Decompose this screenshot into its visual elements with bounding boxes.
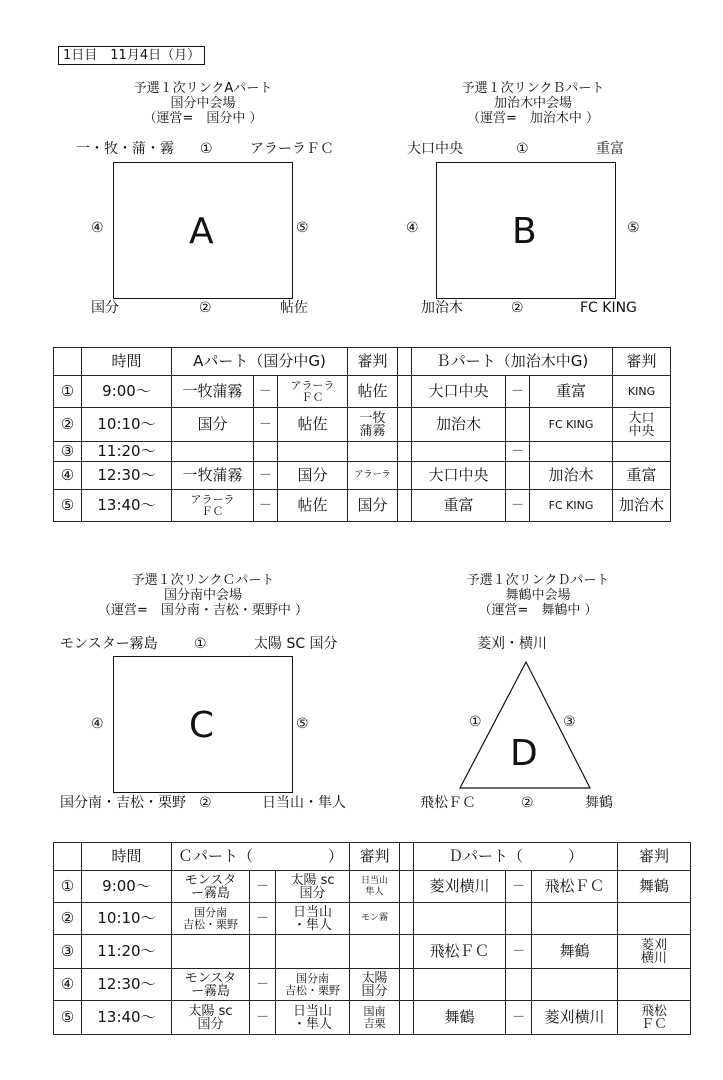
match-number: ③ xyxy=(54,935,82,969)
section-a-title: 予選１次リンクAパート xyxy=(133,81,273,96)
match-time: 10:10～ xyxy=(82,408,172,442)
team-away: 国分南 吉松・栗野 xyxy=(276,969,350,1001)
vs-dash: － xyxy=(506,376,530,408)
team-away: 飛松ＦＣ xyxy=(532,871,618,903)
referee: 国分 xyxy=(348,490,398,522)
team-home: 菱刈横川 xyxy=(414,871,506,903)
section-b-team-4: FC KING xyxy=(580,300,637,316)
table-header-row xyxy=(54,348,671,376)
section-b-team-2: 重富 xyxy=(596,141,624,157)
team-home xyxy=(412,442,506,462)
referee: KING xyxy=(613,376,671,408)
team-away: 重富 xyxy=(530,376,613,408)
section-a-team-4: 帖佐 xyxy=(280,300,308,316)
table-row xyxy=(54,442,671,462)
section-b-venue: 加治木中会場 xyxy=(493,96,572,111)
section-b-operator: （運営= 加治木中 ） xyxy=(466,111,600,126)
header-part-a: Aパート（国分中G) xyxy=(172,348,348,376)
match-time: 9:00～ xyxy=(82,376,172,408)
section-b-match-2-marker: ② xyxy=(511,300,524,316)
spacer-cell xyxy=(398,348,412,376)
team-away: 加治木 xyxy=(530,462,613,490)
vs-dash xyxy=(506,408,530,442)
team-home: 一牧蒲霧 xyxy=(172,462,254,490)
section-b-team-1: 大口中央 xyxy=(407,141,463,157)
team-home: 国分 xyxy=(172,408,254,442)
team-away: 日当山 ・隼人 xyxy=(276,903,350,935)
team-home: 国分南 吉松・栗野 xyxy=(172,903,250,935)
referee xyxy=(618,969,691,1001)
spacer-cell xyxy=(400,935,414,969)
section-a-venue: 国分中会場 xyxy=(170,96,236,111)
vs-dash xyxy=(250,935,276,969)
section-d-team-2: 飛松ＦＣ xyxy=(420,795,476,811)
section-d-title: 予選１次リンクＤパート xyxy=(466,573,610,588)
match-number: ② xyxy=(54,408,82,442)
section-a-team-2: アラーラＦＣ xyxy=(250,141,334,157)
referee: 舞鶴 xyxy=(618,871,691,903)
section-d-header xyxy=(455,573,621,618)
match-time: 12:30～ xyxy=(82,969,172,1001)
header-part-d: Ｄパート（ ） xyxy=(414,843,618,871)
vs-dash: － xyxy=(254,408,278,442)
referee: 加治木 xyxy=(613,490,671,522)
header-time: 時間 xyxy=(82,843,172,871)
referee xyxy=(613,442,671,462)
section-c-operator: （運営= 国分南・吉松・栗野中 ） xyxy=(97,603,309,618)
section-c-team-1: モンスター霧島 xyxy=(60,636,158,652)
header-empty xyxy=(54,348,82,376)
field-d-letter: D xyxy=(510,733,538,774)
team-home xyxy=(172,442,254,462)
vs-dash: － xyxy=(506,1001,532,1035)
vs-dash: － xyxy=(506,490,530,522)
vs-dash: － xyxy=(254,462,278,490)
referee: 国南 吉栗 xyxy=(350,1001,400,1035)
section-c-match-5-marker: ⑤ xyxy=(296,716,309,732)
referee xyxy=(350,935,400,969)
section-b-match-1-marker: ① xyxy=(516,141,529,157)
section-b-header xyxy=(445,81,621,126)
referee: 日当山 隼人 xyxy=(350,871,400,903)
section-a-operator: （運営= 国分中 ） xyxy=(143,111,263,126)
match-time: 11:20～ xyxy=(82,442,172,462)
section-d-team-1: 菱刈・横川 xyxy=(477,636,547,652)
team-home: 大口中央 xyxy=(412,462,506,490)
referee: 一牧 蒲霧 xyxy=(348,408,398,442)
team-home: アラーラ ＦＣ xyxy=(172,490,254,522)
section-c-match-1-marker: ① xyxy=(194,636,207,652)
team-away: 国分 xyxy=(278,462,348,490)
referee xyxy=(618,903,691,935)
field-c-letter: C xyxy=(189,705,215,746)
header-part-c: Ｃパート（ ） xyxy=(172,843,350,871)
team-away: 日当山 ・隼人 xyxy=(276,1001,350,1035)
team-home xyxy=(172,935,250,969)
team-home: モンスタ ー霧島 xyxy=(172,969,250,1001)
spacer-cell xyxy=(400,903,414,935)
match-number: ② xyxy=(54,903,82,935)
spacer-cell xyxy=(400,843,414,871)
vs-dash xyxy=(506,462,530,490)
section-d-team-3: 舞鶴 xyxy=(585,795,613,811)
team-home xyxy=(414,903,506,935)
match-time: 13:40～ xyxy=(82,490,172,522)
section-c-header xyxy=(85,573,321,618)
section-d-venue: 舞鶴中会場 xyxy=(505,588,571,603)
section-c-match-2-marker: ② xyxy=(199,795,212,811)
team-away xyxy=(532,969,618,1001)
referee: 飛松 ＦＣ xyxy=(618,1001,691,1035)
section-b-match-4-marker: ④ xyxy=(406,220,419,236)
team-away: FC KING xyxy=(530,490,613,522)
referee: 帖佐 xyxy=(348,376,398,408)
section-a-team-1: 一・牧・蒲・霧 xyxy=(76,141,174,157)
match-number: ① xyxy=(54,376,82,408)
match-time: 13:40～ xyxy=(82,1001,172,1035)
team-away xyxy=(276,935,350,969)
vs-dash xyxy=(254,442,278,462)
section-a-match-1-marker: ① xyxy=(200,141,213,157)
section-d-match-2-marker: ② xyxy=(521,795,534,811)
team-home: 一牧蒲霧 xyxy=(172,376,254,408)
schedule-table-cd xyxy=(53,842,691,1035)
spacer-cell xyxy=(400,1001,414,1035)
referee xyxy=(348,442,398,462)
section-a-match-5-marker: ⑤ xyxy=(296,220,309,236)
section-a-match-4-marker: ④ xyxy=(91,220,104,236)
table-header-row xyxy=(54,843,691,871)
section-a-header xyxy=(120,81,286,126)
vs-dash: － xyxy=(250,1001,276,1035)
section-a-match-2-marker: ② xyxy=(199,300,212,316)
table-row xyxy=(54,376,671,408)
referee: アラーラ xyxy=(348,462,398,490)
section-c-team-3: 国分南・吉松・栗野 xyxy=(60,795,186,811)
header-time: 時間 xyxy=(82,348,172,376)
table-row xyxy=(54,408,671,442)
team-home: 重富 xyxy=(412,490,506,522)
vs-dash xyxy=(506,969,532,1001)
header-part-b: Ｂパート（加治木中G) xyxy=(412,348,613,376)
vs-dash: － xyxy=(506,871,532,903)
section-b-title: 予選１次リンクＢパート xyxy=(461,81,605,96)
referee: 菱刈 横川 xyxy=(618,935,691,969)
team-away xyxy=(278,442,348,462)
team-away: FC KING xyxy=(530,408,613,442)
referee: 太陽 国分 xyxy=(350,969,400,1001)
team-away xyxy=(530,442,613,462)
match-number: ⑤ xyxy=(54,490,82,522)
vs-dash: － xyxy=(506,935,532,969)
team-home: モンスタ ー霧島 xyxy=(172,871,250,903)
spacer-cell xyxy=(398,490,412,522)
section-b-match-5-marker: ⑤ xyxy=(627,220,640,236)
team-away: 帖佐 xyxy=(278,408,348,442)
header-ref-2: 審判 xyxy=(618,843,691,871)
team-home: 大口中央 xyxy=(412,376,506,408)
team-home xyxy=(414,969,506,1001)
spacer-cell xyxy=(400,871,414,903)
team-away: 菱刈横川 xyxy=(532,1001,618,1035)
match-time: 9:00～ xyxy=(82,871,172,903)
match-time: 12:30～ xyxy=(82,462,172,490)
referee: モン霧 xyxy=(350,903,400,935)
team-away: アラーラ ＦＣ xyxy=(278,376,348,408)
match-time: 11:20～ xyxy=(82,935,172,969)
match-number: ④ xyxy=(54,462,82,490)
field-b-letter: B xyxy=(512,211,537,252)
team-away: 舞鶴 xyxy=(532,935,618,969)
spacer-cell xyxy=(398,408,412,442)
section-d-operator: （運営= 舞鶴中 ） xyxy=(478,603,598,618)
match-time: 10:10～ xyxy=(82,903,172,935)
team-home: 太陽 sc 国分 xyxy=(172,1001,250,1035)
section-a-team-3: 国分 xyxy=(91,300,119,316)
table-row xyxy=(54,462,671,490)
field-a-letter: A xyxy=(189,211,214,252)
table-row xyxy=(54,871,691,903)
header-ref-1: 審判 xyxy=(348,348,398,376)
table-row xyxy=(54,903,691,935)
team-home: 加治木 xyxy=(412,408,506,442)
date-label: 1日目 11月4日（月） xyxy=(58,46,205,65)
vs-dash xyxy=(506,903,532,935)
referee: 大口 中央 xyxy=(613,408,671,442)
header-ref-1: 審判 xyxy=(350,843,400,871)
referee: 重富 xyxy=(613,462,671,490)
section-d-match-3-marker: ③ xyxy=(563,714,576,730)
table-row xyxy=(54,490,671,522)
match-number: ⑤ xyxy=(54,1001,82,1035)
section-d-match-1-marker: ① xyxy=(469,714,482,730)
spacer-cell xyxy=(400,969,414,1001)
section-b-team-3: 加治木 xyxy=(421,300,463,316)
header-empty xyxy=(54,843,82,871)
table-row xyxy=(54,935,691,969)
spacer-cell xyxy=(398,376,412,408)
section-c-match-4-marker: ④ xyxy=(91,716,104,732)
table-row xyxy=(54,969,691,1001)
team-away: 帖佐 xyxy=(278,490,348,522)
header-ref-2: 審判 xyxy=(613,348,671,376)
vs-dash: － xyxy=(506,442,530,462)
team-away: 太陽 sc 国分 xyxy=(276,871,350,903)
section-c-venue: 国分南中会場 xyxy=(163,588,242,603)
table-row xyxy=(54,1001,691,1035)
vs-dash: － xyxy=(250,969,276,1001)
team-home: 舞鶴 xyxy=(414,1001,506,1035)
vs-dash: － xyxy=(250,871,276,903)
section-c-team-4: 日当山・隼人 xyxy=(262,795,346,811)
team-home: 飛松ＦＣ xyxy=(414,935,506,969)
spacer-cell xyxy=(398,462,412,490)
spacer-cell xyxy=(398,442,412,462)
section-c-title: 予選１次リンクＣパート xyxy=(131,573,275,588)
match-number: ④ xyxy=(54,969,82,1001)
vs-dash: － xyxy=(254,490,278,522)
team-away xyxy=(532,903,618,935)
vs-dash: － xyxy=(250,903,276,935)
schedule-table-ab xyxy=(53,347,671,522)
match-number: ① xyxy=(54,871,82,903)
section-c-team-2: 太陽 SC 国分 xyxy=(254,636,338,652)
vs-dash: － xyxy=(254,376,278,408)
match-number: ③ xyxy=(54,442,82,462)
